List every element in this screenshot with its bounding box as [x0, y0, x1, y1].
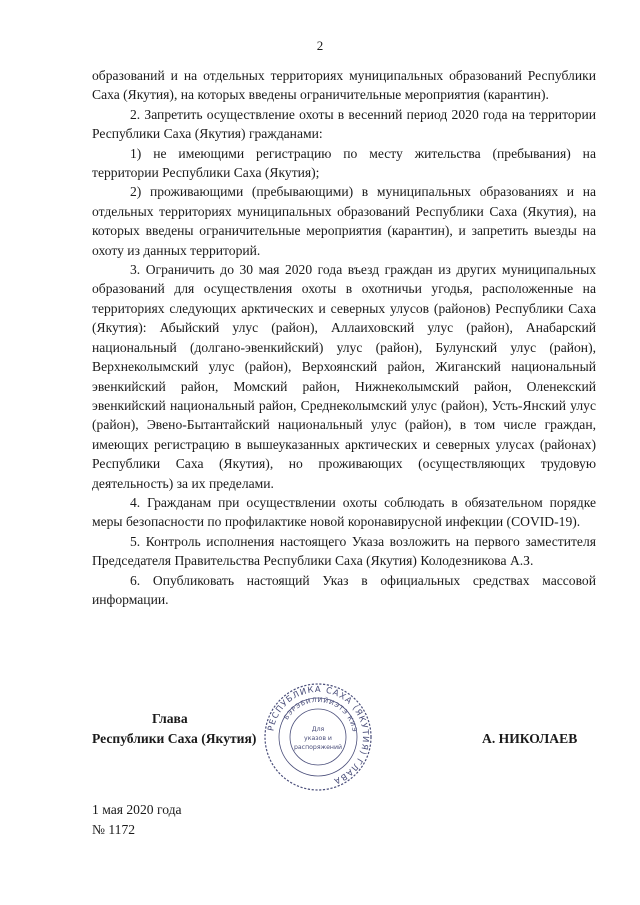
page-number: 2	[316, 38, 324, 53]
decree-date: 1 мая 2020 года	[92, 802, 182, 817]
paragraph-item-2: 2. Запретить осуществление охоты в весенний период 2020 года на территории Республики Саха (Якутия) гражданами:	[92, 106, 596, 142]
seal-outer-text: РЕСПУБЛИКА САХА (ЯКУТИЯ) ГЛАВА	[265, 683, 372, 787]
paragraph-subitem-2: 2) проживающими (пребывающими) в муниципальных образованиях и на отдельных территориях муниципальных образований Республики Саха (Якутия), на которых введены ограничительные мероприятия (карантин), и запретить выезды на охоту из данных территорий.	[92, 184, 596, 258]
seal-center-line1: Для	[311, 726, 325, 733]
paragraph-item-4: 4. Гражданам при осуществлении охоты соблюдать в обязательном порядке меры безопасности по профилактике новой коронавирусной инфекции (COVID-19).	[92, 494, 596, 530]
paragraph-item-6: 6. Опубликовать настоящий Указ в официальных средствах массовой информации.	[92, 572, 596, 607]
paragraph-subitem-1: 1) не имеющими регистрацию по месту жительства (пребывания) на территории Республики Саха (Якутия);	[92, 145, 596, 181]
paragraph-continuation: образований и на отдельных территориях муниципальных образований Республики Саха (Якутия), на которых введены ограничительные мероприятия (карантин).	[92, 68, 596, 103]
seal-center-line3: распоряжений	[293, 744, 343, 751]
signature-title-line1: Глава	[152, 711, 188, 726]
seal-center-line2: указов и	[304, 735, 332, 742]
paragraph-item-5: 5. Контроль исполнения настоящего Указа возложить на первого заместителя Председателя Правительства Республики Саха (Якутия) Колодезникова А.З.	[92, 533, 596, 569]
official-seal	[262, 681, 374, 793]
seal-inner-text: БЭРЭБИЛИЙИЭТЭ КИЭ	[282, 695, 359, 734]
paragraph-item-3: 3. Ограничить до 30 мая 2020 года въезд граждан из других муниципальных образований для осуществления охоты в охотничьи угодья, расположенные на территориях следующих арктических и северных улусов (районов) Республики Саха (Якутия): Абыйский улус (район), Аллаиховский улус (район), Анабарский национальный (долгано-эвенкийский) улус (район), Булунский улус (район), Верхнеколымский улус (район), Верхоянский район, Жиганский национальный эвенкийский район, Момский район, Нижнеколымский район, Оленекский эвенкийский национальный район, Среднеколымский улус (район), Усть-Янский улус (район), Эвено-Бытантайский национальный улус (район), в том числе граждан, имеющих регистрацию в вышеуказанных арктических и северных улусах (районах) Республики Саха (Якутия), но проживающих (осуществляющих трудовую деятельность) за их пределами.	[92, 262, 596, 491]
signature-title-line2: Республики Саха (Якутия)	[92, 731, 257, 746]
document-body	[92, 66, 596, 609]
decree-number: № 1172	[92, 822, 136, 837]
signatory-name: А. НИКОЛАЕВ	[482, 731, 578, 746]
